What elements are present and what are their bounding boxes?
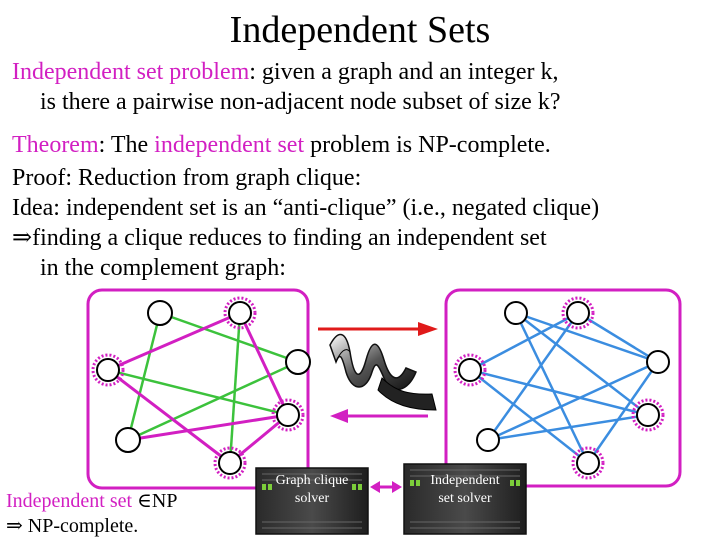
- bottom-note-np: ∈NP: [132, 490, 178, 512]
- problem-rest: : given a graph and an integer k,: [249, 59, 559, 85]
- theorem-pre: : The: [98, 132, 155, 158]
- node: [229, 302, 251, 324]
- node: [647, 351, 669, 373]
- theorem-highlight: independent set: [154, 132, 305, 158]
- bottom-note-line-2: ⇒ NP-complete.: [6, 515, 139, 537]
- node: [459, 359, 481, 381]
- proof-line: Proof: Reduction from graph clique:: [12, 165, 362, 191]
- node: [116, 428, 140, 452]
- graph-clique-solver-server: [256, 468, 368, 534]
- server-link-arrow: [370, 481, 402, 493]
- transform-ribbon-icon: [330, 335, 436, 410]
- node: [219, 452, 241, 474]
- server-right-label-2: set solver: [438, 491, 492, 506]
- implies-line-1: ⇒finding a clique reduces to finding an independent set: [12, 225, 547, 251]
- independent-set-solver-server: [404, 464, 526, 534]
- bottom-note-line-1: [6, 489, 177, 513]
- problem-line-2: is there a pairwise non-adjacent node subset of size k?: [40, 89, 561, 115]
- theorem-post: problem is NP-complete.: [304, 132, 551, 158]
- node: [277, 404, 299, 426]
- node: [148, 301, 172, 325]
- bottom-note-term: Independent set: [6, 490, 133, 512]
- node: [97, 359, 119, 381]
- implies-line-2: in the complement graph:: [40, 255, 286, 281]
- server-left-label-2: solver: [294, 491, 330, 506]
- node: [286, 350, 310, 374]
- idea-line: Idea: independent set is an “anti-clique” (i.e., negated clique): [12, 195, 600, 221]
- node: [505, 302, 527, 324]
- theorem-label: Theorem: [12, 132, 99, 158]
- forward-arrow: [318, 322, 438, 336]
- node: [567, 302, 589, 324]
- node: [637, 404, 659, 426]
- backward-arrow: [330, 409, 428, 423]
- page-title: Independent Sets: [229, 9, 491, 51]
- server-left-label-1: Graph clique: [275, 473, 349, 488]
- node: [477, 429, 499, 451]
- node: [577, 452, 599, 474]
- server-right-label-1: Independent: [430, 473, 500, 488]
- problem-term: Independent set problem: [12, 59, 250, 85]
